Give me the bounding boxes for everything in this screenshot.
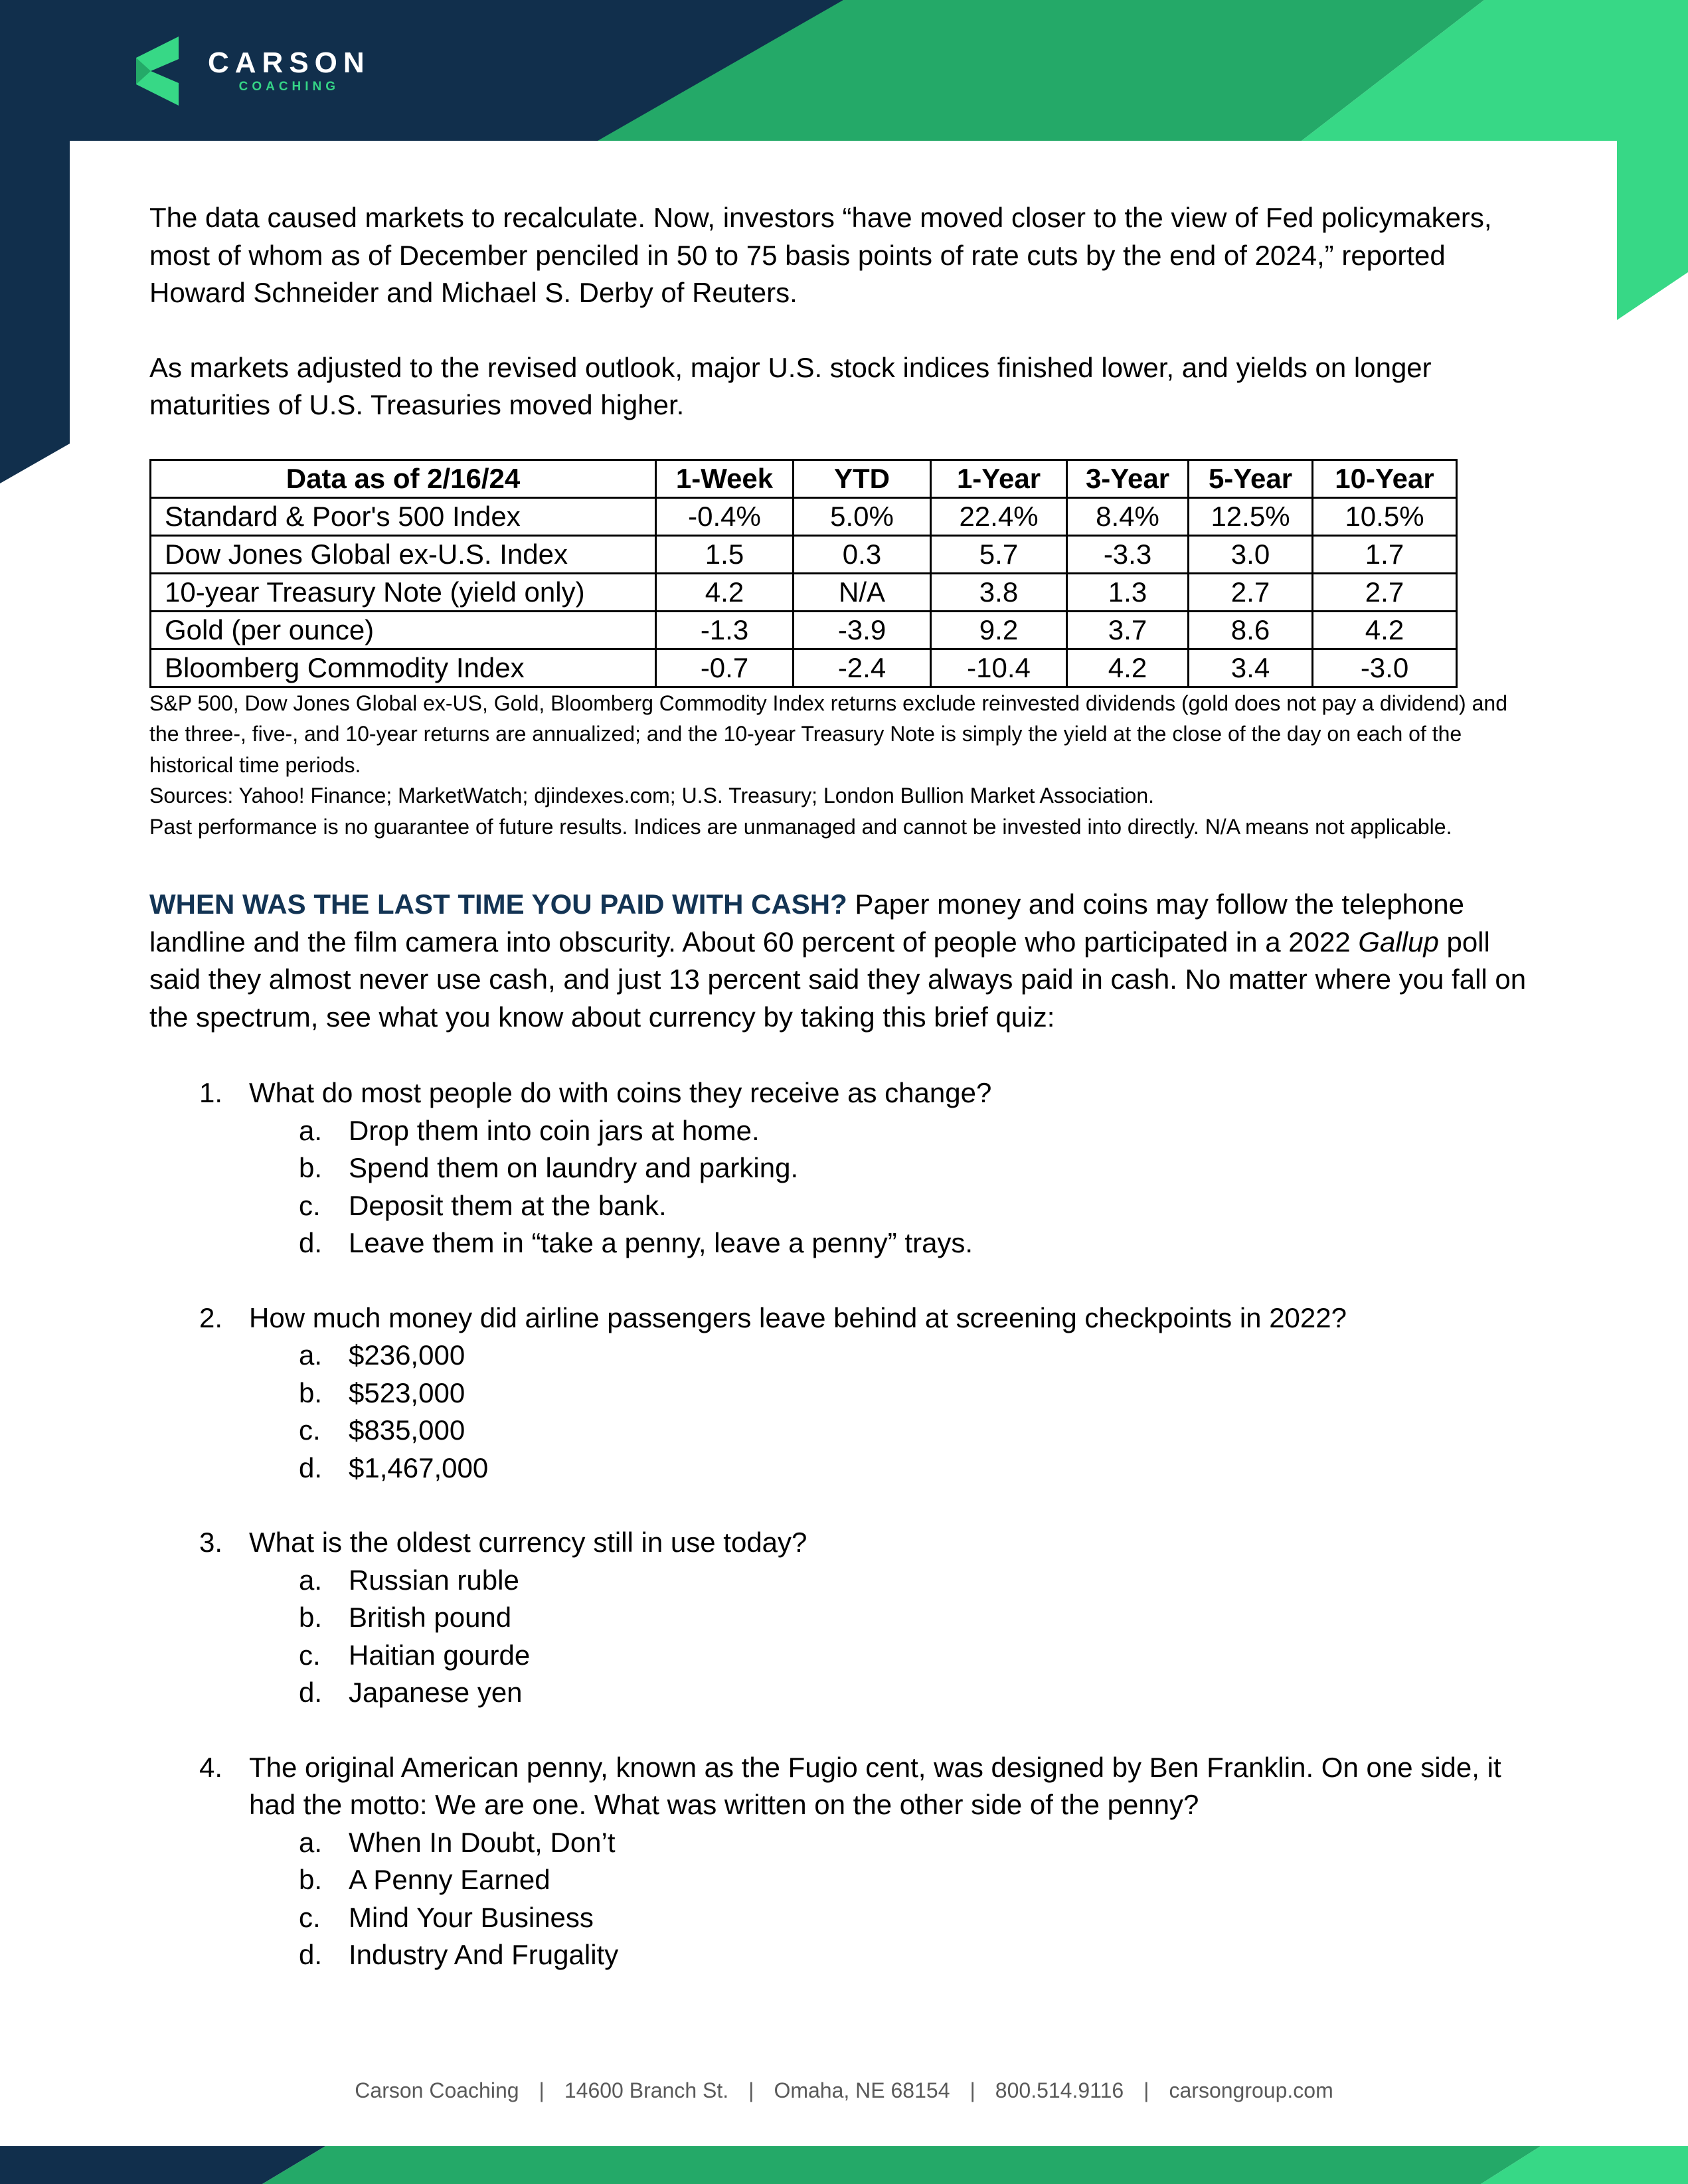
table-row: [151, 497, 1457, 535]
answer-option: [299, 1674, 1537, 1712]
main-content: [149, 199, 1537, 1974]
option-text: Industry And Frugality: [349, 1939, 619, 1970]
answer-option: [299, 1375, 1537, 1412]
footer-green-dark-band: [262, 2146, 1541, 2184]
option-letter: d.: [299, 1452, 323, 1483]
option-letter: d.: [299, 1677, 323, 1708]
table-row: [151, 611, 1457, 649]
table-cell: -3.3: [1067, 535, 1189, 573]
option-letter: d.: [299, 1227, 323, 1258]
option-letter: b.: [299, 1377, 323, 1408]
table-row-label: Bloomberg Commodity Index: [151, 649, 656, 687]
table-row-label: Dow Jones Global ex-U.S. Index: [151, 535, 656, 573]
answer-options: [299, 1562, 1537, 1712]
table-header-row: [151, 460, 1457, 497]
answer-option: [299, 1149, 1537, 1187]
table-cell: -3.0: [1313, 649, 1457, 687]
table-cell: -1.3: [656, 611, 794, 649]
table-cell: 8.6: [1189, 611, 1313, 649]
option-letter: c.: [299, 1414, 321, 1446]
brand-subtitle: COACHING: [238, 80, 340, 94]
brand-logo: [136, 37, 371, 106]
cash-section: [149, 886, 1537, 1036]
answer-option: [299, 1899, 1537, 1937]
table-header: 3-Year: [1067, 460, 1189, 497]
table-header: 5-Year: [1189, 460, 1313, 497]
option-letter: a.: [299, 1339, 323, 1371]
answer-option: [299, 1450, 1537, 1487]
footer-separator: |: [970, 2078, 975, 2102]
option-letter: a.: [299, 1114, 323, 1146]
table-row: [151, 535, 1457, 573]
quiz-list: [149, 1074, 1537, 1974]
question-number: 3.: [199, 1527, 223, 1558]
table-header: Data as of 2/16/24: [151, 460, 656, 497]
option-letter: a.: [299, 1826, 323, 1858]
option-text: $523,000: [349, 1377, 465, 1408]
question-text: What is the oldest currency still in use today?: [249, 1527, 807, 1558]
option-text: Russian ruble: [349, 1564, 519, 1596]
table-cell: -0.7: [656, 649, 794, 687]
intro-text-gallup: Gallup: [1358, 926, 1439, 958]
table-cell: 4.2: [1313, 611, 1457, 649]
answer-option: [299, 1224, 1537, 1262]
table-header: 1-Year: [931, 460, 1067, 497]
option-letter: b.: [299, 1864, 323, 1895]
footer-website[interactable]: carsongroup.com: [1169, 2078, 1333, 2102]
table-row: [151, 573, 1457, 611]
table-row-label: Gold (per ounce): [151, 611, 656, 649]
paragraph-fed-outlook: The data caused markets to recalculate. Now, investors “have moved closer to the view of Fed policymakers, most of whom as of December penciled in 50 to 75 basis points of rate cuts by the end of 2024,” reported Howard Schneider and Michael S. Derby of Reuters.: [149, 202, 1492, 308]
quiz-question: [149, 1074, 1537, 1262]
option-letter: c.: [299, 1639, 321, 1671]
question-row: [149, 1524, 1537, 1562]
market-data-table: [149, 459, 1458, 688]
table-header: 1-Week: [656, 460, 794, 497]
option-text: Japanese yen: [349, 1677, 523, 1708]
footer-separator: |: [1143, 2078, 1149, 2102]
table-header: 10-Year: [1313, 460, 1457, 497]
question-text: What do most people do with coins they receive as change?: [249, 1077, 992, 1108]
option-letter: b.: [299, 1602, 323, 1633]
option-letter: b.: [299, 1152, 323, 1183]
table-cell: 4.2: [1067, 649, 1189, 687]
table-row: [151, 649, 1457, 687]
intro-text-a: Paper money and coins may follow the telephone landline and the film camera into obscurity. About 60 percent of people who participated in a 2022: [149, 888, 1464, 958]
table-cell: 4.2: [656, 573, 794, 611]
option-text: British pound: [349, 1602, 512, 1633]
table-header: YTD: [794, 460, 931, 497]
option-text: Drop them into coin jars at home.: [349, 1114, 760, 1146]
option-text: $835,000: [349, 1414, 465, 1446]
question-number: 1.: [199, 1077, 223, 1108]
intro-text-b: poll said they almost never use cash, and just 13 percent said they always paid in cash. No matter where you fall on the spectrum, see what you know about currency by taking this brief quiz:: [149, 926, 1527, 1033]
option-text: Leave them in “take a penny, leave a penny” trays.: [349, 1227, 973, 1258]
table-cell: 10.5%: [1313, 497, 1457, 535]
footnote-disclaimer: Past performance is no guarantee of future results. Indices are unmanaged and cannot be invested into directly. N/A means not applicable.: [149, 814, 1452, 839]
table-cell: 1.7: [1313, 535, 1457, 573]
option-text: When In Doubt, Don’t: [349, 1826, 616, 1858]
question-text: How much money did airline passengers leave behind at screening checkpoints in 2022?: [249, 1302, 1347, 1333]
table-cell: N/A: [794, 573, 931, 611]
quiz-question: [149, 1749, 1537, 1974]
table-cell: 9.2: [931, 611, 1067, 649]
option-text: Mind Your Business: [349, 1901, 594, 1933]
question-row: [149, 1074, 1537, 1112]
section-heading: WHEN WAS THE LAST TIME YOU PAID WITH CASH?: [149, 888, 847, 920]
table-row-label: 10-year Treasury Note (yield only): [151, 573, 656, 611]
footer-separator: |: [748, 2078, 754, 2102]
table-footnotes: [149, 688, 1537, 843]
footer-city: Omaha, NE 68154: [774, 2078, 950, 2102]
option-text: Spend them on laundry and parking.: [349, 1152, 799, 1183]
quiz-question: [149, 1300, 1537, 1487]
question-row: [149, 1300, 1537, 1337]
table-cell: 2.7: [1313, 573, 1457, 611]
table-cell: 1.3: [1067, 573, 1189, 611]
table-cell: -0.4%: [656, 497, 794, 535]
page-footer: [0, 2078, 1688, 2103]
answer-options: [299, 1824, 1537, 1974]
table-cell: -10.4: [931, 649, 1067, 687]
question-number: 4.: [199, 1751, 223, 1783]
table-cell: -3.9: [794, 611, 931, 649]
option-text: $236,000: [349, 1339, 465, 1371]
option-letter: c.: [299, 1901, 321, 1933]
answer-option: [299, 1824, 1537, 1862]
table-cell: 12.5%: [1189, 497, 1313, 535]
question-text: The original American penny, known as the Fugio cent, was designed by Ben Franklin. On one side, it had the motto: We are one. What was written on the other side of the penny?: [249, 1751, 1501, 1820]
option-text: Deposit them at the bank.: [349, 1189, 667, 1221]
answer-option: [299, 1562, 1537, 1600]
footer-separator: |: [539, 2078, 545, 2102]
option-text: $1,467,000: [349, 1452, 489, 1483]
table-cell: 22.4%: [931, 497, 1067, 535]
option-text: Haitian gourde: [349, 1639, 531, 1671]
answer-option: [299, 1599, 1537, 1637]
cash-section-intro: [149, 886, 1537, 1036]
table-cell: 3.7: [1067, 611, 1189, 649]
answer-options: [299, 1337, 1537, 1487]
footer-company: Carson Coaching: [355, 2078, 519, 2102]
table-cell: 5.7: [931, 535, 1067, 573]
footnote-methodology: S&P 500, Dow Jones Global ex-US, Gold, Bloomberg Commodity Index returns exclude reinvested dividends (gold does not pay a dividend) and the three-, five-, and 10-year returns are annualized; and the 10-year Treasury Note is simply the yield at the close of the day on each of the historical time periods.: [149, 691, 1507, 777]
table-cell: 8.4%: [1067, 497, 1189, 535]
table-cell: 3.0: [1189, 535, 1313, 573]
answer-option: [299, 1861, 1537, 1899]
table-cell: 2.7: [1189, 573, 1313, 611]
option-letter: d.: [299, 1939, 323, 1970]
paragraph-markets: As markets adjusted to the revised outlook, major U.S. stock indices finished lower, and yields on longer maturities of U.S. Treasuries moved higher.: [149, 351, 1432, 420]
option-letter: a.: [299, 1564, 323, 1596]
table-cell: -2.4: [794, 649, 931, 687]
footnote-sources: Sources: Yahoo! Finance; MarketWatch; djindexes.com; U.S. Treasury; London Bullion Market Association.: [149, 784, 1155, 807]
carson-chevron-icon: [136, 37, 179, 106]
question-row: [149, 1749, 1537, 1824]
table-cell: 1.5: [656, 535, 794, 573]
answer-option: [299, 1112, 1537, 1150]
answer-option: [299, 1412, 1537, 1450]
table-cell: 3.8: [931, 573, 1067, 611]
table-cell: 0.3: [794, 535, 931, 573]
option-letter: c.: [299, 1189, 321, 1221]
answer-option: [299, 1936, 1537, 1974]
table-cell: 5.0%: [794, 497, 931, 535]
answer-options: [299, 1112, 1537, 1262]
footer-street: 14600 Branch St.: [564, 2078, 729, 2102]
question-number: 2.: [199, 1302, 223, 1333]
brand-name: CARSON: [208, 46, 371, 79]
table-cell: 3.4: [1189, 649, 1313, 687]
table-row-label: Standard & Poor's 500 Index: [151, 497, 656, 535]
answer-option: [299, 1187, 1537, 1225]
footer-phone: 800.514.9116: [995, 2078, 1124, 2102]
answer-option: [299, 1637, 1537, 1675]
answer-option: [299, 1337, 1537, 1375]
quiz-question: [149, 1524, 1537, 1712]
option-text: A Penny Earned: [349, 1864, 550, 1895]
